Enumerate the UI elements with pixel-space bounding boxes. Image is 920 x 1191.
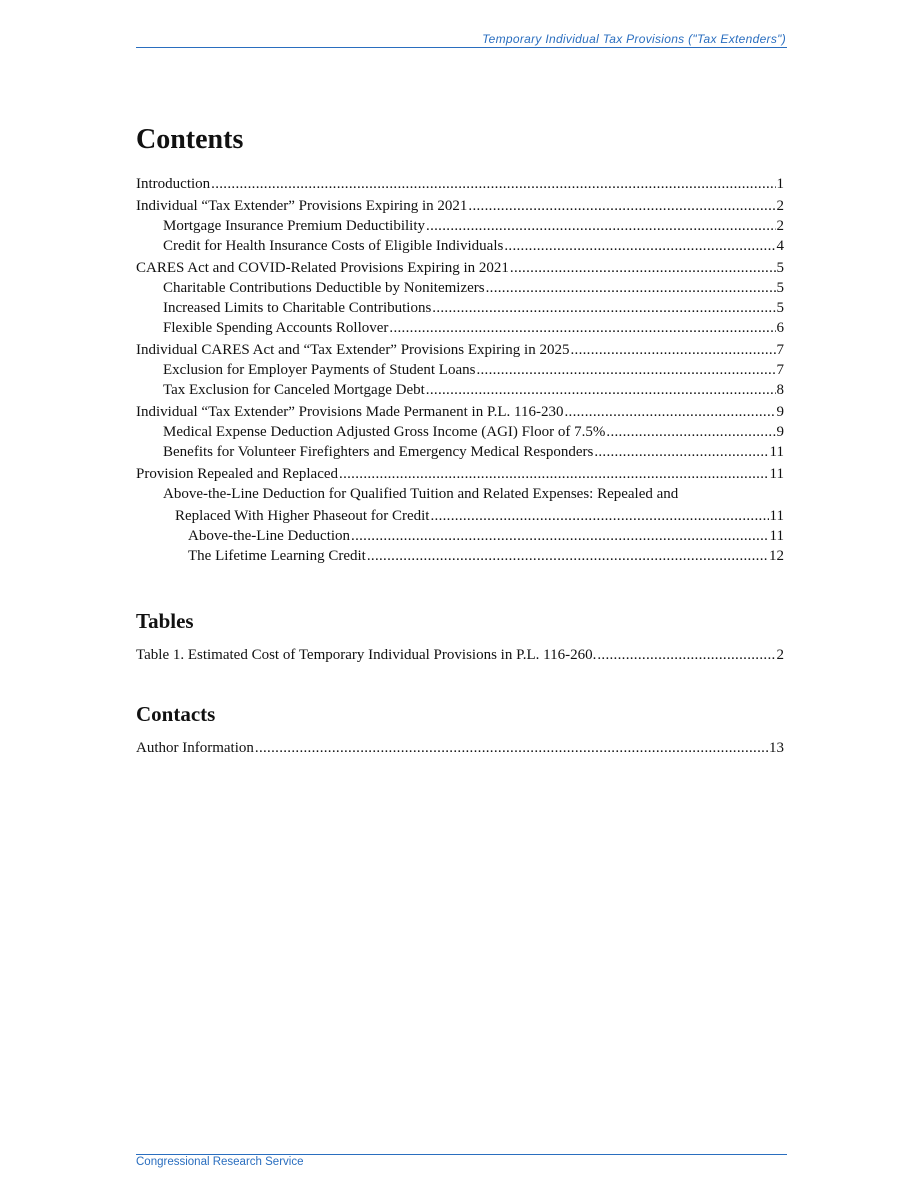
toc-entry-page: 11 <box>769 444 784 460</box>
dot-leader <box>564 404 775 421</box>
toc-entry-author-information[interactable] <box>136 738 784 757</box>
toc-entry-health-insurance-credit[interactable] <box>136 236 784 255</box>
toc-entry-page: 7 <box>776 342 784 358</box>
dot-leader <box>432 300 775 317</box>
toc-entry-label: CARES Act and COVID-Related Provisions Expiring in 2021 <box>136 260 509 276</box>
toc-entry-page: 2 <box>776 647 784 663</box>
toc-entry-page: 11 <box>769 528 784 544</box>
toc-entry-repealed-replaced[interactable] <box>136 464 784 483</box>
toc-entry-introduction[interactable] <box>136 174 784 193</box>
toc-entry-page: 11 <box>769 508 784 524</box>
toc-entry-page: 2 <box>776 198 784 214</box>
toc-entry-label: Provision Repealed and Replaced <box>136 466 339 482</box>
dot-leader <box>476 362 775 379</box>
toc-entry-page: 13 <box>769 740 784 756</box>
toc-entry-label: Replaced With Higher Phaseout for Credit <box>175 508 430 524</box>
dot-leader <box>255 740 768 757</box>
toc-entry-canceled-mortgage-debt[interactable] <box>136 380 784 399</box>
toc-entry-increased-limits[interactable] <box>136 298 784 317</box>
toc-entry-charitable-nonitemizers[interactable] <box>136 278 784 297</box>
dot-leader <box>339 466 769 483</box>
dot-leader <box>597 647 775 664</box>
dot-leader <box>351 528 769 545</box>
toc-entry-page: 2 <box>776 218 784 234</box>
toc-entry-above-the-line[interactable] <box>136 526 784 545</box>
toc-entry-label: Benefits for Volunteer Firefighters and Emergency Medical Responders <box>163 444 594 460</box>
dot-leader <box>510 260 776 277</box>
toc-entry-cares-2025[interactable] <box>136 340 784 359</box>
dot-leader <box>211 176 775 193</box>
contacts-list <box>136 738 784 758</box>
toc-entry-label: Tax Exclusion for Canceled Mortgage Debt <box>163 382 425 398</box>
dot-leader <box>486 280 776 297</box>
toc-entry-label: The Lifetime Learning Credit <box>188 548 366 564</box>
toc-entry-page: 7 <box>776 362 784 378</box>
toc-entry-label: Credit for Health Insurance Costs of Eligible Individuals <box>163 238 504 254</box>
dot-leader <box>468 198 775 215</box>
toc-entry-made-permanent[interactable] <box>136 402 784 421</box>
toc-entry-label: Increased Limits to Charitable Contributions <box>163 300 432 316</box>
toc-entry-page: 9 <box>776 424 784 440</box>
toc-entry-page: 6 <box>776 320 784 336</box>
toc-entry-label-line1: Above-the-Line Deduction for Qualified Tuition and Related Expenses: Repealed and <box>163 486 679 502</box>
dot-leader <box>426 218 775 235</box>
dot-leader <box>504 238 775 255</box>
dot-leader <box>389 320 775 337</box>
toc-entry-page: 12 <box>769 548 784 564</box>
dot-leader <box>426 382 776 399</box>
toc-entry-label: Individual CARES Act and “Tax Extender” Provisions Expiring in 2025 <box>136 342 570 358</box>
toc-entry-table-1[interactable] <box>136 645 784 664</box>
dot-leader <box>570 342 775 359</box>
toc-entry-fsa-rollover[interactable] <box>136 318 784 337</box>
contents-heading: Contents <box>136 124 244 155</box>
contents-list <box>136 174 784 566</box>
toc-entry-label: Individual “Tax Extender” Provisions Made Permanent in P.L. 116-230 <box>136 404 564 420</box>
toc-entry-cares-covid-2021[interactable] <box>136 258 784 277</box>
dot-leader <box>594 444 768 461</box>
toc-entry-page: 8 <box>776 382 784 398</box>
toc-entry-page: 11 <box>769 466 784 482</box>
tables-heading: Tables <box>136 609 194 633</box>
toc-entry-page: 5 <box>776 260 784 276</box>
footer-publisher: Congressional Research Service <box>136 1156 304 1168</box>
toc-entry-label: Mortgage Insurance Premium Deductibility <box>163 218 426 234</box>
dot-leader <box>430 508 768 525</box>
toc-entry-page: 1 <box>776 176 784 192</box>
toc-entry-mortgage-insurance[interactable] <box>136 216 784 235</box>
toc-entry-label: Above-the-Line Deduction <box>188 528 351 544</box>
toc-entry-page: 4 <box>776 238 784 254</box>
toc-entry-label: Charitable Contributions Deductible by Nonitemizers <box>163 280 485 296</box>
toc-entry-label: Table 1. Estimated Cost of Temporary Individual Provisions in P.L. 116-260. <box>136 647 597 663</box>
header-rule <box>136 47 787 48</box>
toc-entry-label: Medical Expense Deduction Adjusted Gross Income (AGI) Floor of 7.5% <box>163 424 606 440</box>
toc-entry-label: Flexible Spending Accounts Rollover <box>163 320 389 336</box>
toc-entry-label: Individual “Tax Extender” Provisions Expiring in 2021 <box>136 198 468 214</box>
toc-entry-student-loans[interactable] <box>136 360 784 379</box>
footer-rule <box>136 1154 787 1155</box>
toc-entry-medical-expense[interactable] <box>136 422 784 441</box>
toc-entry-tax-extenders-2021[interactable] <box>136 196 784 215</box>
toc-entry-page: 5 <box>776 300 784 316</box>
toc-entry-label: Exclusion for Employer Payments of Student Loans <box>163 362 476 378</box>
toc-entry-volunteer-firefighters[interactable] <box>136 442 784 461</box>
dot-leader <box>606 424 775 441</box>
toc-entry-label: Author Information <box>136 740 254 756</box>
running-header-title: Temporary Individual Tax Provisions ("Tax Extenders") <box>482 32 786 46</box>
tables-list <box>136 645 784 665</box>
toc-entry-tuition-deduction[interactable] <box>136 486 784 525</box>
toc-entry-label: Introduction <box>136 176 211 192</box>
toc-entry-page: 5 <box>776 280 784 296</box>
toc-entry-lifetime-learning[interactable] <box>136 546 784 565</box>
toc-entry-page: 9 <box>776 404 784 420</box>
contacts-heading: Contacts <box>136 702 216 726</box>
dot-leader <box>367 548 768 565</box>
